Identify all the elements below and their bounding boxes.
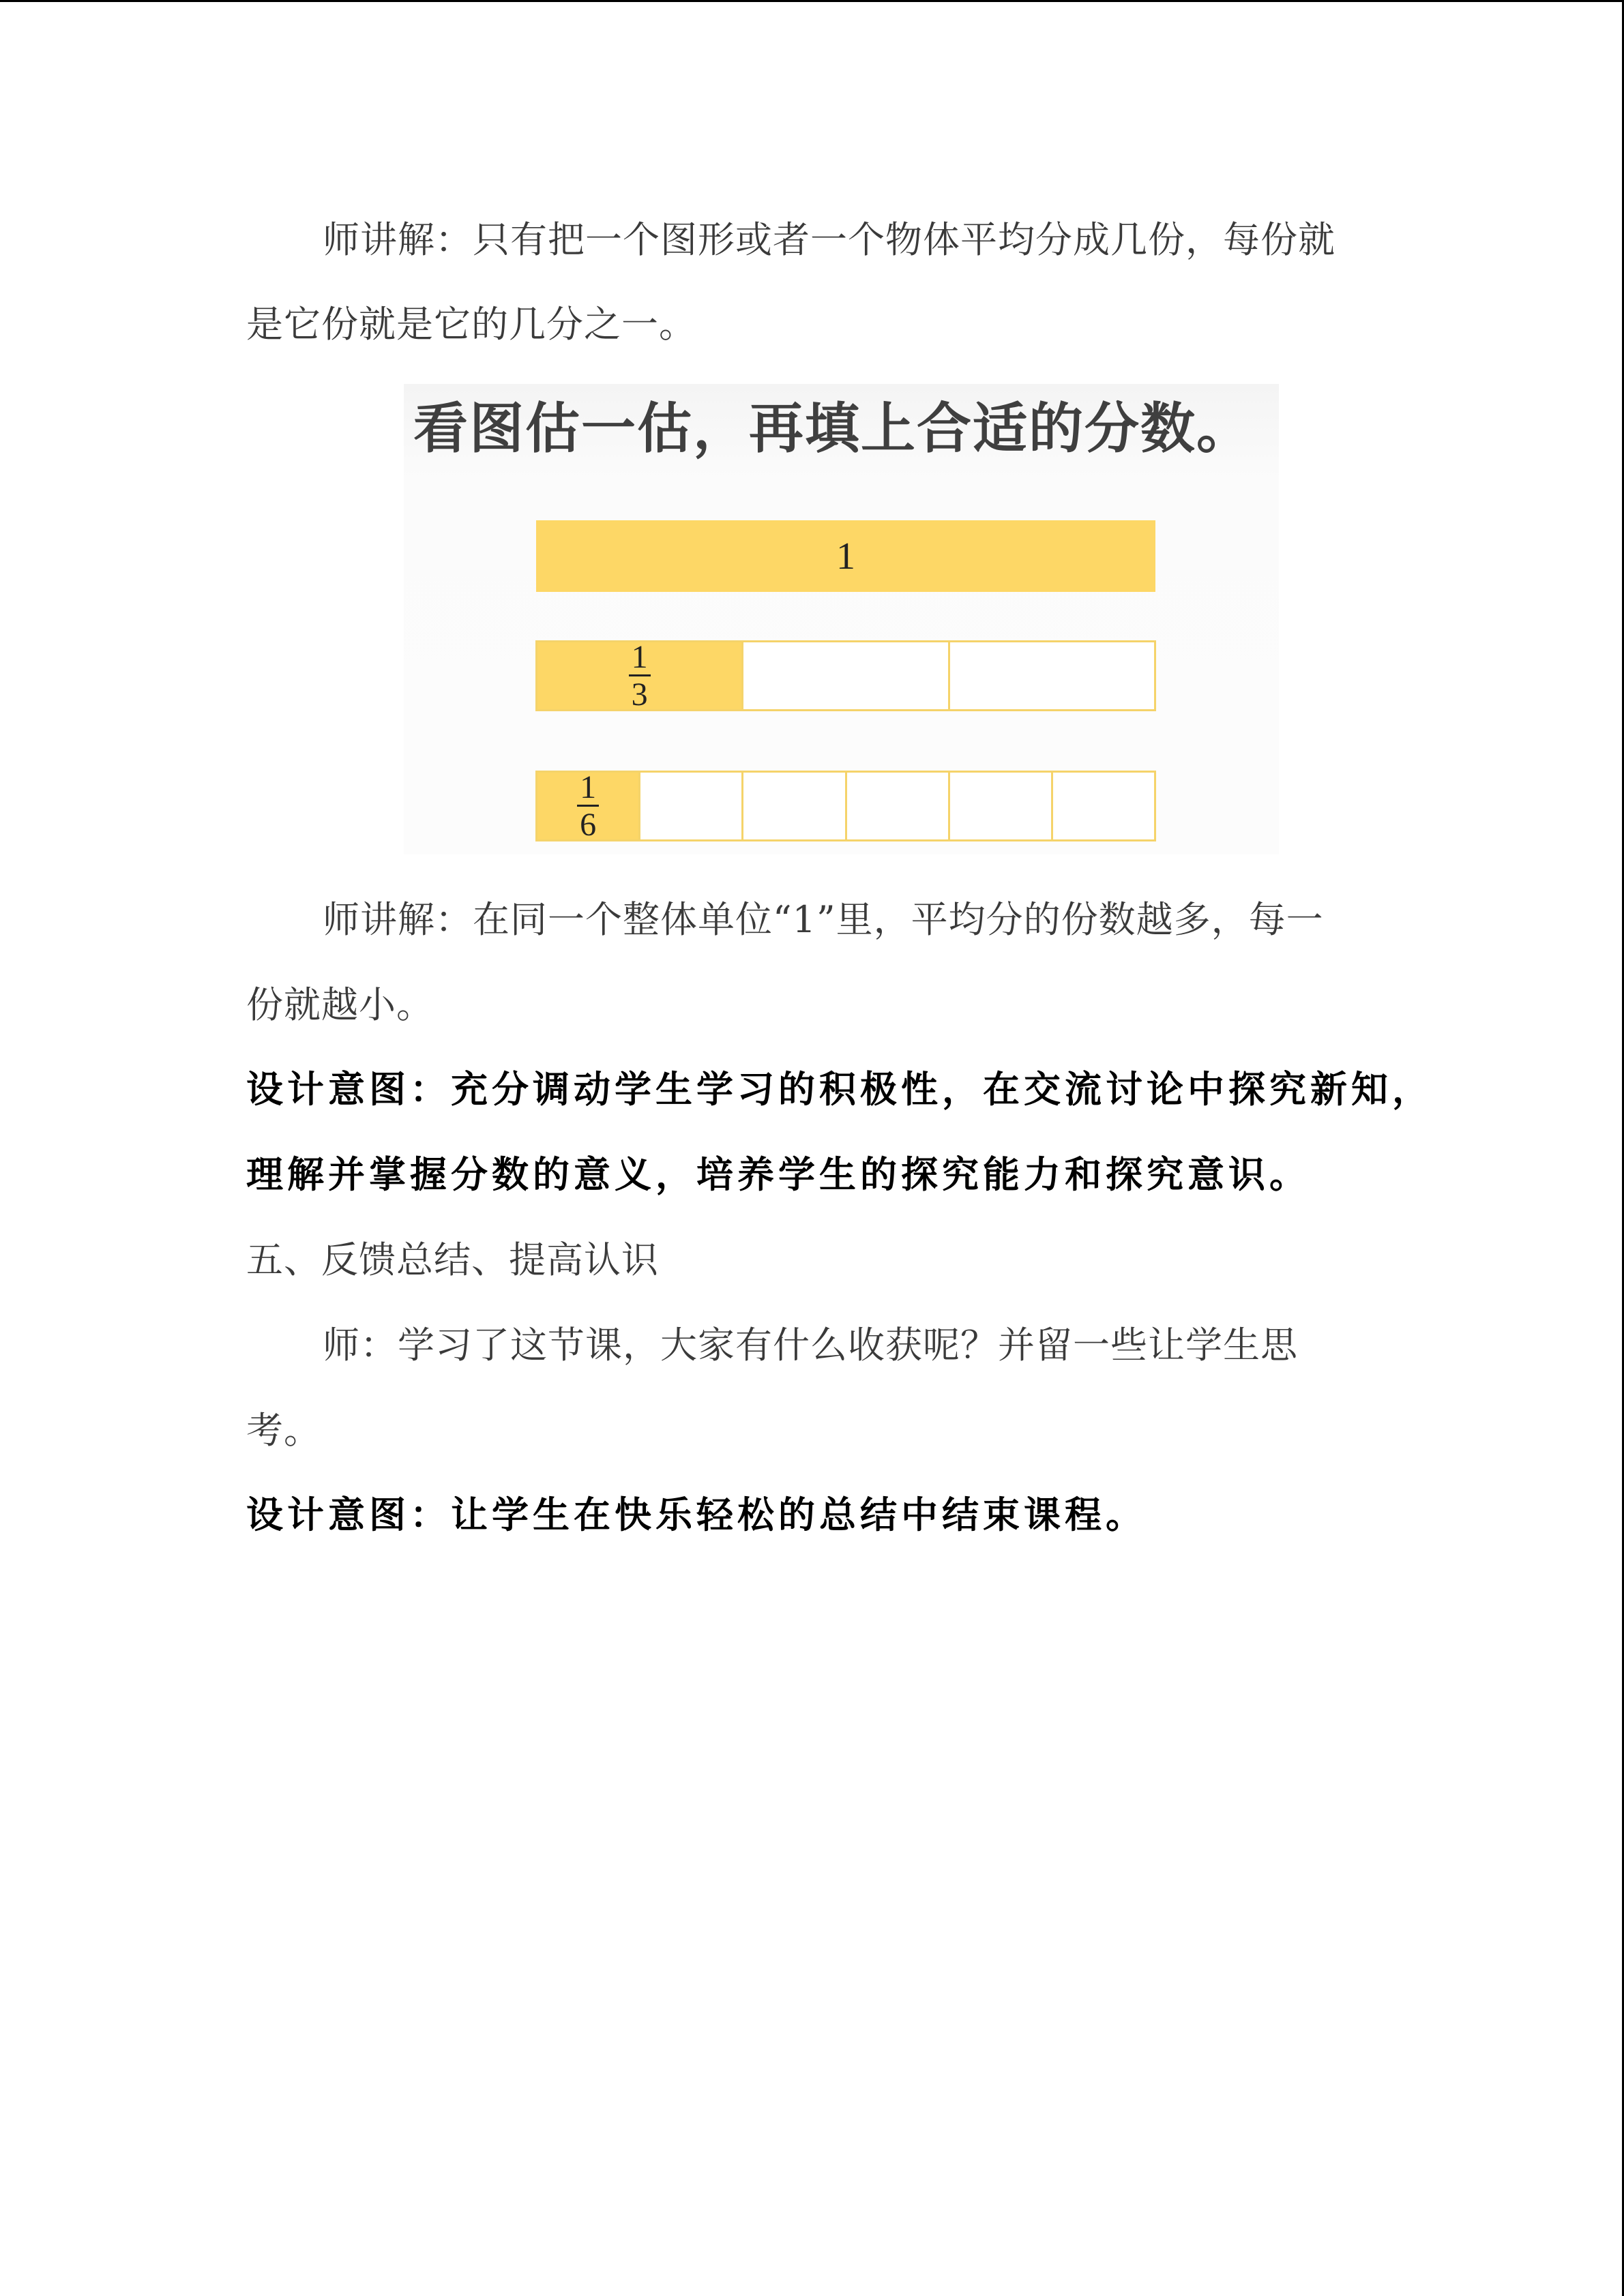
thirds-bar-segment-2 [741,642,947,709]
thirds-bar [535,640,1156,711]
fraction-numerator: 1 [577,772,599,807]
sixths-bar-segment-6 [1051,773,1154,839]
explanation-1-line-2: 是它份就是它的几分之一。 [246,303,696,346]
explanation-2-line-1: 师讲解：在同一个整体单位“1”里，平均分的份数越多，每一 [323,898,1324,941]
fraction-one-sixth [537,769,638,843]
design-intent-1-line-2: 理解并掌握分数的意义，培养学生的探究能力和探究意识。 [246,1153,1310,1196]
explanation-1-line-1: 师讲解：只有把一个图形或者一个物体平均分成几份，每份就 [323,218,1335,261]
whole-bar-label: 1 [836,535,855,578]
fraction-denominator: 6 [580,806,597,843]
fraction-numerator: 1 [629,642,651,676]
sixths-bar-segment-3 [741,773,844,839]
fraction-one-third [537,638,741,713]
whole-bar [536,520,1155,592]
sixths-bar-segment-1 [537,769,638,843]
thirds-bar-segment-3 [948,642,1154,709]
sixths-bar [535,771,1156,841]
sixths-bar-segment-2 [638,773,741,839]
sixths-bar-segment-5 [948,773,1051,839]
explanation-2-line-2: 份就越小。 [246,983,434,1026]
page-border-top [0,0,1624,2]
teacher-question-line-2: 考。 [246,1409,321,1452]
fraction-figure [404,384,1279,854]
fraction-denominator: 3 [631,676,648,713]
thirds-bar-segment-1 [537,638,741,713]
section-heading: 五、反馈总结、提高认识 [246,1238,659,1281]
teacher-question-line-1: 师：学习了这节课，大家有什么收获呢？并留一些让学生思 [323,1324,1298,1367]
sixths-bar-segment-4 [845,773,948,839]
figure-title: 看图估一估，再填上合适的分数。 [413,397,1252,460]
design-intent-2: 设计意图：让学生在快乐轻松的总结中结束课程。 [246,1493,1147,1536]
design-intent-1-line-1: 设计意图：充分调动学生学习的积极性，在交流讨论中探究新知， [246,1068,1433,1111]
